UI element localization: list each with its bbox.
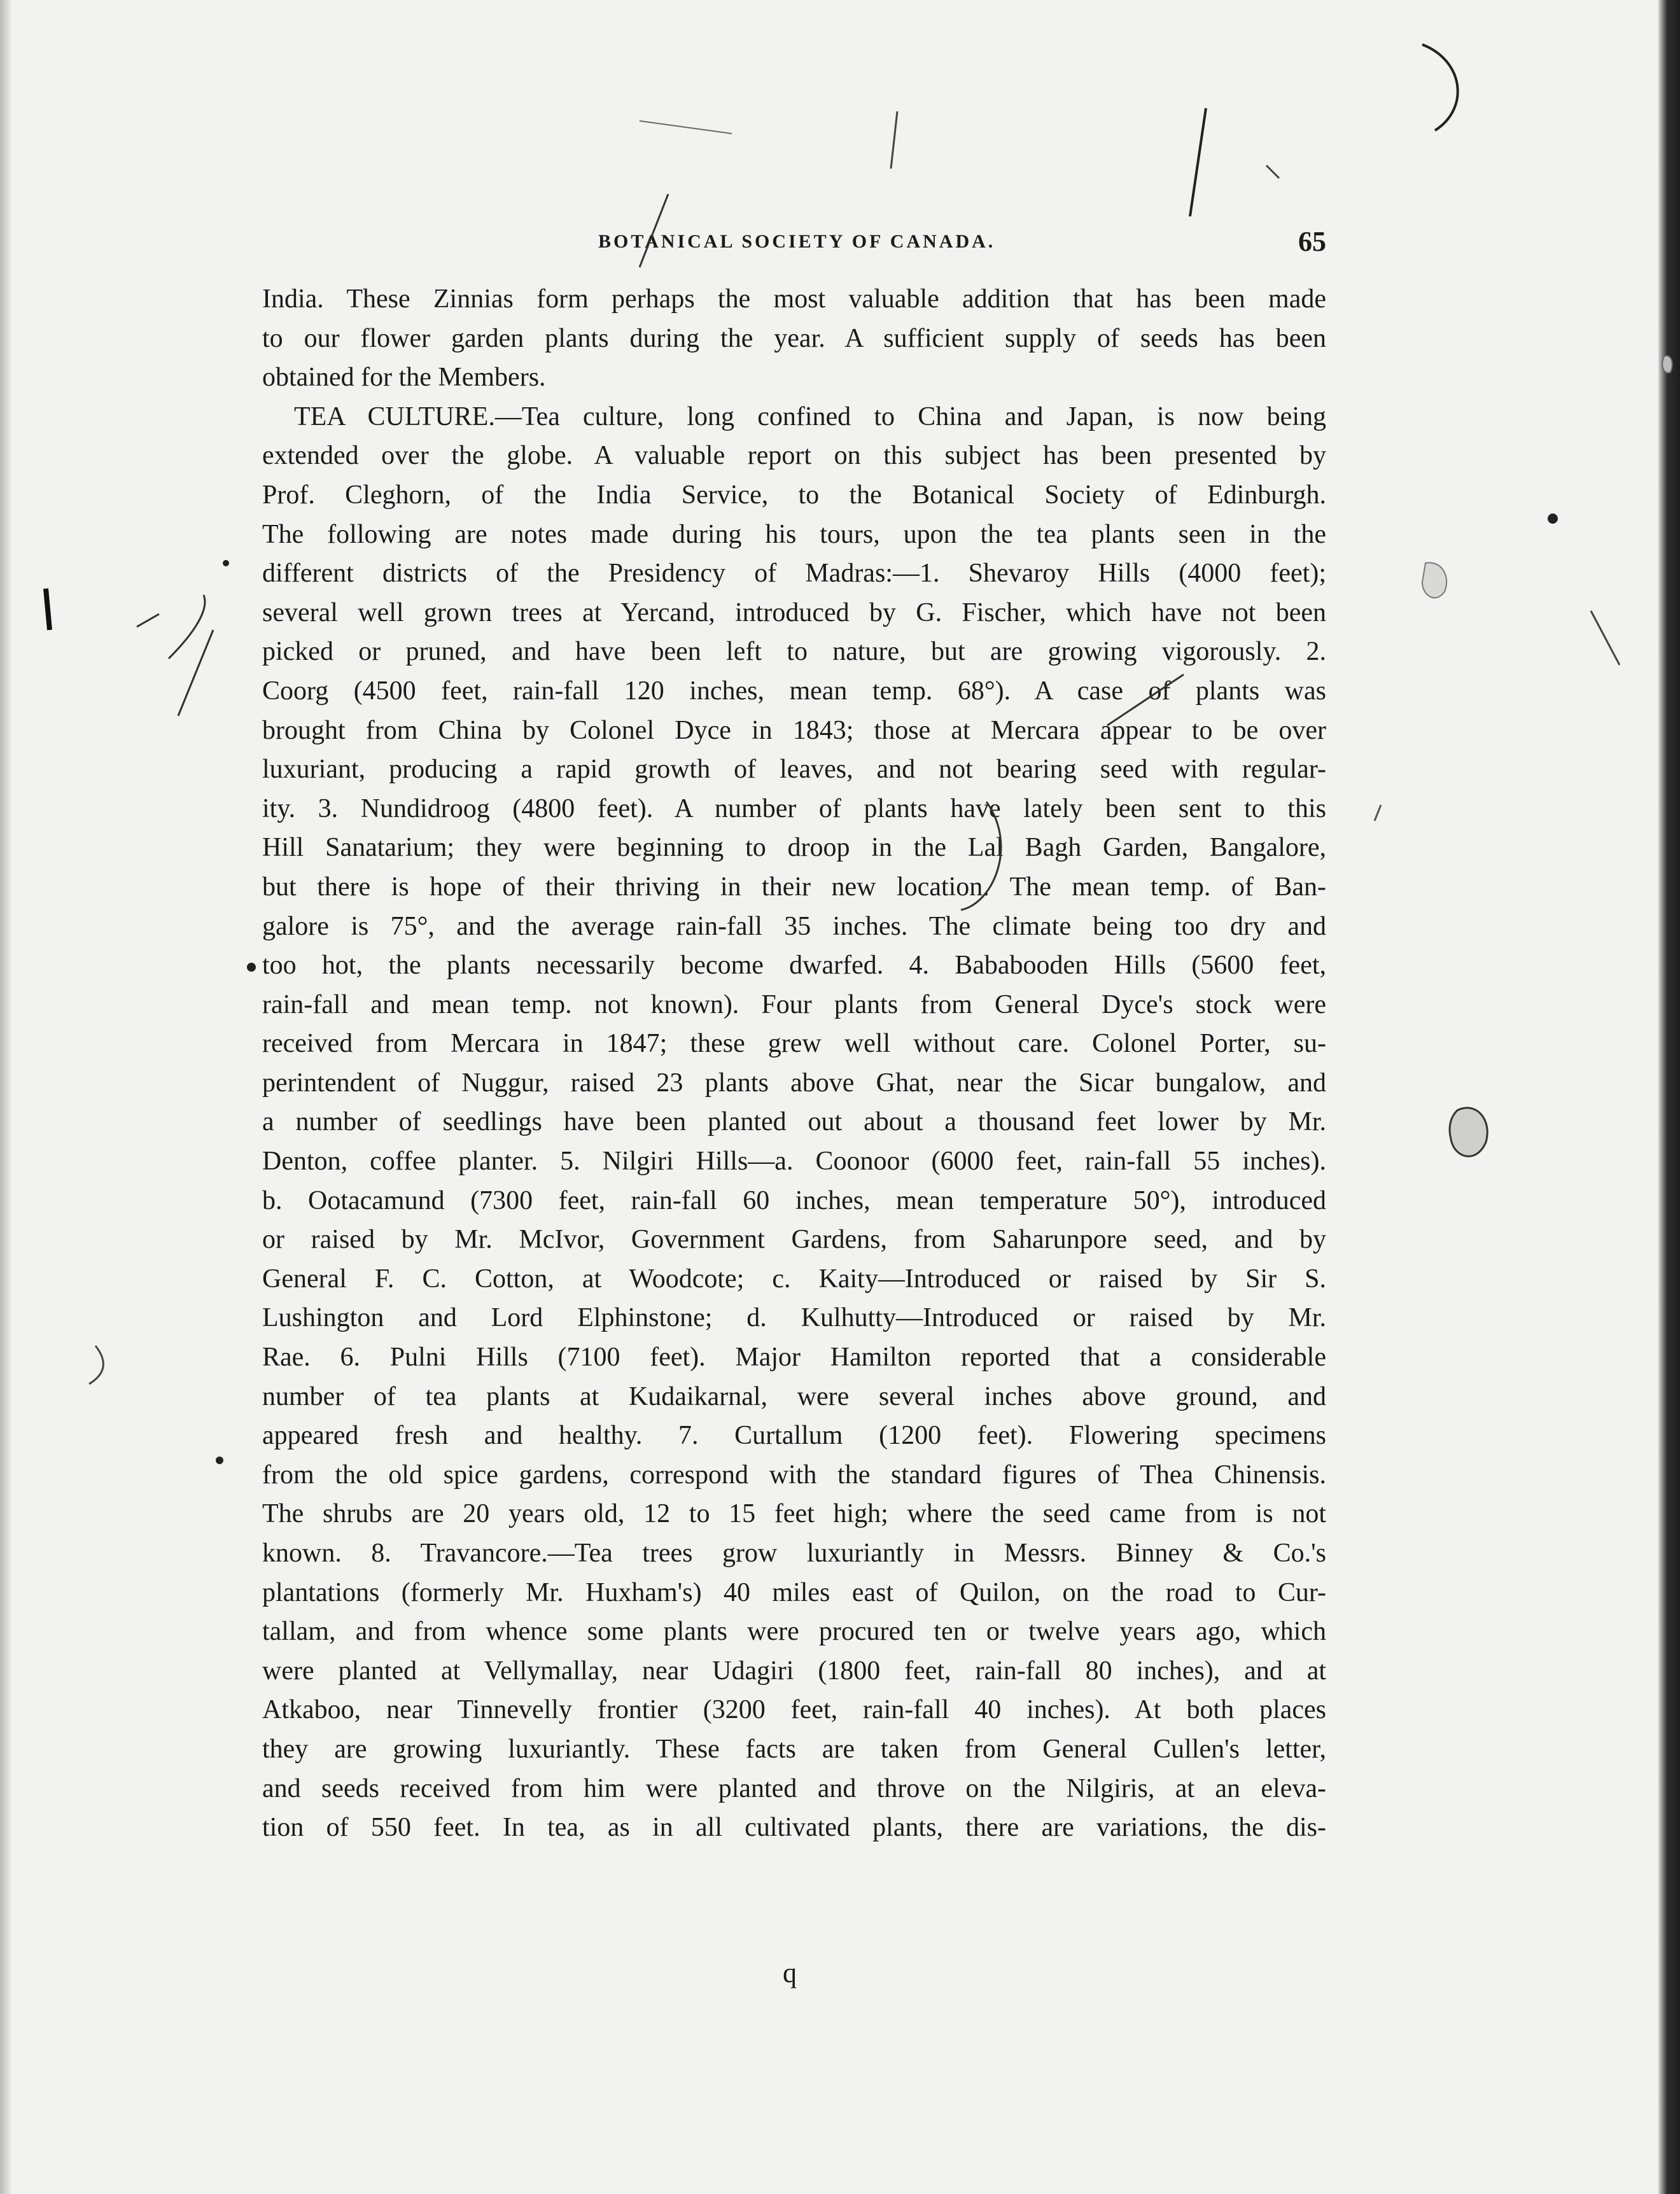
text-line: appeared fresh and healthy. 7. Curtallum (1200 feet). Flowering specimens bbox=[262, 1421, 1326, 1451]
text-line: Denton, coffee planter. 5. Nilgiri Hills—a. Coonoor (6000 feet, rain-fall 55 inches). bbox=[262, 1147, 1326, 1177]
signature-mark: q bbox=[783, 1957, 797, 1988]
ink-dot-mark bbox=[223, 560, 229, 566]
body-text bbox=[262, 280, 1326, 1848]
ink-dot-mark bbox=[216, 1457, 223, 1464]
text-line: TEA CULTURE.—Tea culture, long confined to China and Japan, is now being bbox=[294, 402, 1326, 431]
text-line: luxuriant, producing a rapid growth of leaves, and not bearing seed with regular- bbox=[262, 755, 1326, 785]
text-line: were planted at Vellymallay, near Udagiri (1800 feet, rain-fall 80 inches), and at bbox=[262, 1656, 1326, 1686]
text-line: picked or pruned, and have been left to nature, but are growing vigorously. 2. bbox=[262, 637, 1326, 667]
pencil-vertical-mark bbox=[1190, 108, 1206, 216]
text-line: received from Mercara in 1847; these grew well without care. Colonel Porter, su- bbox=[262, 1029, 1326, 1059]
text-line: they are growing luxuriantly. These facts are taken from General Cullen's letter, bbox=[262, 1734, 1326, 1764]
ink-dot-mark bbox=[247, 963, 256, 972]
page-right-edge-shadow bbox=[1658, 0, 1680, 2194]
pencil-small-curve bbox=[89, 1346, 103, 1384]
text-line: India. These Zinnias form perhaps the most valuable addition that has been made bbox=[262, 284, 1326, 314]
text-line: but there is hope of their thriving in their new location. The mean temp. of Ban- bbox=[262, 872, 1326, 902]
text-line: rain-fall and mean temp. not known). Four plants from General Dyce's stock were bbox=[262, 989, 1326, 1019]
paragraph-tea-culture bbox=[262, 398, 1326, 1848]
pencil-right-scrawl bbox=[1591, 611, 1620, 665]
text-line: General F. C. Cotton, at Woodcote; c. Kaity—Introduced or raised by Sir S. bbox=[262, 1264, 1326, 1294]
text-line: Coorg (4500 feet, rain-fall 120 inches, mean temp. 68°). A case of plants was bbox=[262, 676, 1326, 706]
text-line: The following are notes made during his tours, upon the tea plants seen in the bbox=[262, 519, 1326, 549]
paragraph-zinnias bbox=[262, 280, 1326, 398]
ink-dot-mark bbox=[1548, 514, 1558, 524]
text-line: tion of 550 feet. In tea, as in all cultivated plants, there are variations, the dis- bbox=[262, 1813, 1326, 1843]
text-line: extended over the globe. A valuable report on this subject has been presented by bbox=[262, 441, 1326, 471]
text-line: from the old spice gardens, correspond with the standard figures of Thea Chinensis. bbox=[262, 1460, 1326, 1490]
text-line: tallam, and from whence some plants were procured ten or twelve years ago, which bbox=[262, 1617, 1326, 1647]
pencil-curve-mark bbox=[1422, 45, 1458, 130]
text-line: Rae. 6. Pulni Hills (7100 feet). Major Hamilton reported that a considerable bbox=[262, 1343, 1326, 1373]
text-line: Lushington and Lord Elphinstone; d. Kulhutty—Introduced or raised by Mr. bbox=[262, 1303, 1326, 1333]
text-line: ity. 3. Nundidroog (4800 feet). A number of plants have lately been sent to this bbox=[262, 793, 1326, 823]
text-line: b. Ootacamund (7300 feet, rain-fall 60 inches, mean temperature 50°), introduced bbox=[262, 1185, 1326, 1215]
text-line: galore is 75°, and the average rain-fall 35 inches. The climate being too dry and bbox=[262, 911, 1326, 941]
pencil-margin-hook bbox=[169, 595, 205, 659]
text-line: plantations (formerly Mr. Huxham's) 40 miles east of Quilon, on the road to Cur- bbox=[262, 1577, 1326, 1607]
running-head: BOTANICAL SOCIETY OF CANADA. bbox=[598, 231, 996, 252]
text-line: several well grown trees at Yercand, introduced by G. Fischer, which have not been bbox=[262, 597, 1326, 627]
text-line: brought from China by Colonel Dyce in 1843; those at Mercara appear to be over bbox=[262, 715, 1326, 745]
text-line: known. 8. Travancore.—Tea trees grow luxuriantly in Messrs. Binney & Co.'s bbox=[262, 1539, 1326, 1568]
pencil-dash-mark bbox=[640, 121, 732, 134]
pencil-left-bar bbox=[46, 589, 50, 630]
text-line: perintendent of Nuggur, raised 23 plants above Ghat, near the Sicar bungalow, and bbox=[262, 1068, 1326, 1098]
text-line: obtained for the Members. bbox=[262, 363, 546, 393]
text-line: different districts of the Presidency of Madras:—1. Shevaroy Hills (4000 feet); bbox=[262, 559, 1326, 589]
pencil-margin-slash bbox=[178, 630, 213, 716]
page-left-edge bbox=[0, 0, 11, 2194]
text-line: too hot, the plants necessarily become dwarfed. 4. Bababooden Hills (5600 feet, bbox=[262, 951, 1326, 981]
ink-blot-mark bbox=[1450, 1108, 1487, 1156]
text-line: Hill Sanatarium; they were beginning to droop in the Lal Bagh Garden, Bangalore, bbox=[262, 833, 1326, 863]
pencil-margin-tick bbox=[137, 614, 159, 627]
pencil-tick-mark bbox=[1266, 165, 1279, 178]
pencil-slash-mark bbox=[891, 111, 897, 169]
text-line: Atkaboo, near Tinnevelly frontier (3200 feet, rain-fall 40 inches). At both places bbox=[262, 1695, 1326, 1725]
text-line: number of tea plants at Kudaikarnal, were several inches above ground, and bbox=[262, 1381, 1326, 1411]
text-line: and seeds received from him were planted and throve on the Nilgiris, at an eleva- bbox=[262, 1773, 1326, 1803]
ink-blot-mark bbox=[1422, 562, 1446, 597]
text-line: or raised by Mr. McIvor, Government Gardens, from Saharunpore seed, and by bbox=[262, 1225, 1326, 1255]
page-number: 65 bbox=[1298, 226, 1326, 257]
text-line: a number of seedlings have been planted out about a thousand feet lower by Mr. bbox=[262, 1107, 1326, 1137]
pencil-right-tick bbox=[1375, 805, 1381, 821]
text-line: to our flower garden plants during the year. A sufficient supply of seeds has been bbox=[262, 323, 1326, 353]
text-line: Prof. Cleghorn, of the India Service, to the Botanical Society of Edinburgh. bbox=[262, 480, 1326, 510]
page-header bbox=[262, 220, 1326, 264]
text-line: The shrubs are 20 years old, 12 to 15 feet high; where the seed came from is not bbox=[262, 1499, 1326, 1529]
